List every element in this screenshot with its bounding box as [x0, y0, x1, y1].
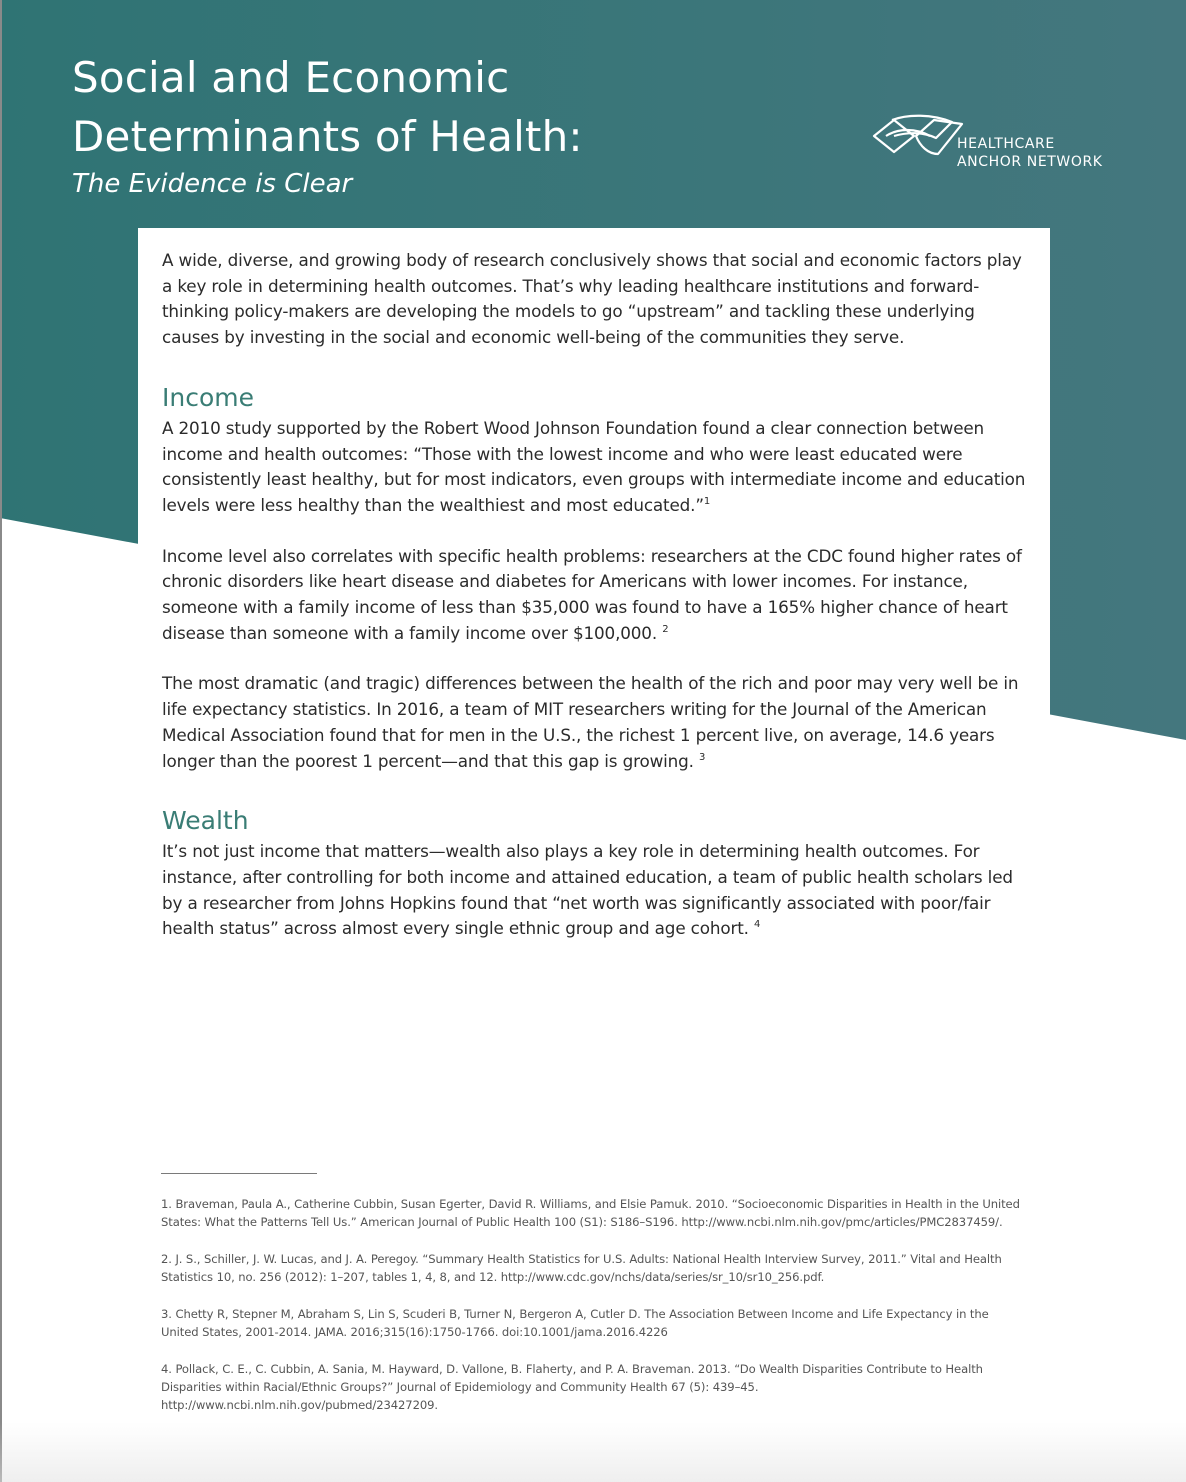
footnote-4: 4. Pollack, C. E., C. Cubbin, A. Sania, M. Hayward, D. Vallone, B. Flaherty, and P. A. Braveman. 2013. “Do Wealth Disparities Contribute to Health Disparities within Racial/Ethnic Groups?” Journal of Epidemiology and Community Health 67 (5): 439–45. http://www.ncbi.nlm.nih.gov/pubmed/23427209. [161, 1362, 983, 1412]
footnote-1: 1. Braveman, Paula A., Catherine Cubbin, Susan Egerter, David R. Williams, and Elsie Pamuk. 2010. “Socioeconomic Disparities in Health in the United States: What the Patterns Tell Us.” American Journal of Public Health 100 (S1): S186–S196. http://www.ncbi.nlm.nih.gov/pmc/articles/PMC2837459/. [161, 1197, 1020, 1229]
page-title-line-2: Determinants of Health: [72, 112, 583, 161]
footnote-ref-4: 4 [754, 919, 761, 931]
income-heading: Income [162, 382, 254, 412]
income-paragraph-3 [162, 671, 1030, 774]
title-block [72, 48, 583, 199]
income-paragraph-3-text: The most dramatic (and tragic) differences between the health of the rich and poor may very well be in life expectancy statistics. In 2016, a team of MIT researchers writing for the Journal of the American Medical Association found that for men in the U.S., the richest 1 percent live, on average, 14.6 years longer than the poorest 1 percent—and that this gap is growing. [162, 673, 1019, 771]
page-bottom-shadow [0, 1422, 1186, 1482]
footnotes [161, 1195, 1021, 1433]
intro-paragraph: A wide, diverse, and growing body of research conclusively shows that social and economic factors play a key role in determining health outcomes. That’s why leading healthcare institutions and forward-thinking policy-makers are developing the models to go “upstream” and tackling these underlying causes by investing in the social and economic well-being of the communities they serve. [162, 250, 1022, 348]
page-left-edge [0, 0, 2, 1482]
income-paragraph-1-text: A 2010 study supported by the Robert Wood Johnson Foundation found a clear connection between income and health outcomes: “Those with the lowest income and who were least educated were consistently least healthy, but for most indicators, even groups with intermediate income and education levels were less healthy than the wealthiest and most educated.” [162, 417, 1026, 515]
page-subtitle: The Evidence is Clear [72, 169, 353, 199]
footnote-ref-3: 3 [699, 751, 706, 763]
income-paragraph-1 [162, 416, 1030, 519]
wealth-paragraph-1-text: It’s not just income that matters—wealth also plays a key role in determining health outcomes. For instance, after controlling for both income and attained education, a team of public health scholars led by a researcher from Johns Hopkins found that “net worth was significantly associated with poor/fair health status” across almost every single ethnic group and age cohort. [162, 841, 1013, 939]
logo-text [957, 135, 1103, 171]
income-paragraph-2-text: Income level also correlates with specific health problems: researchers at the CDC found higher rates of chronic disorders like heart disease and diabetes for Americans with lower incomes. For instance, someone with a family income of less than $35,000 was found to have a 165% higher chance of heart disease than someone with a family income over $100,000. [162, 545, 1022, 643]
footnote-2: 2. J. S., Schiller, J. W. Lucas, and J. A. Peregoy. “Summary Health Statistics for U.S. Adults: National Health Interview Survey, 2011.” Vital and Health Statistics 10, no. 256 (2012): 1–207, tables 1, 4, 8, and 12. http://www.cdc.gov/nchs/data/series/sr_10/sr10_256.pdf. [161, 1252, 1002, 1284]
income-paragraph-2 [162, 544, 1030, 647]
footnote-divider [161, 1173, 317, 1174]
footnote-ref-1: 1 [703, 495, 711, 507]
logo-text-line-1: HEALTHCARE [957, 136, 1055, 152]
footnote-3: 3. Chetty R, Stepner M, Abraham S, Lin S, Scuderi B, Turner N, Bergeron A, Cutler D. The Association Between Income and Life Expectancy in the United States, 2001-2014. JAMA. 2016;315(16):1750-1766. doi:10.1001/jama.2016.4226 [161, 1307, 989, 1339]
page-title-line-1: Social and Economic [72, 53, 510, 102]
anchor-network-logo-icon [872, 114, 968, 160]
logo-text-line-2: ANCHOR NETWORK [957, 154, 1103, 170]
healthcare-anchor-network-logo [872, 112, 1122, 176]
wealth-heading: Wealth [162, 806, 249, 836]
wealth-paragraph-1 [162, 839, 1030, 942]
main-content [162, 248, 1030, 942]
footnote-ref-2: 2 [662, 623, 669, 635]
